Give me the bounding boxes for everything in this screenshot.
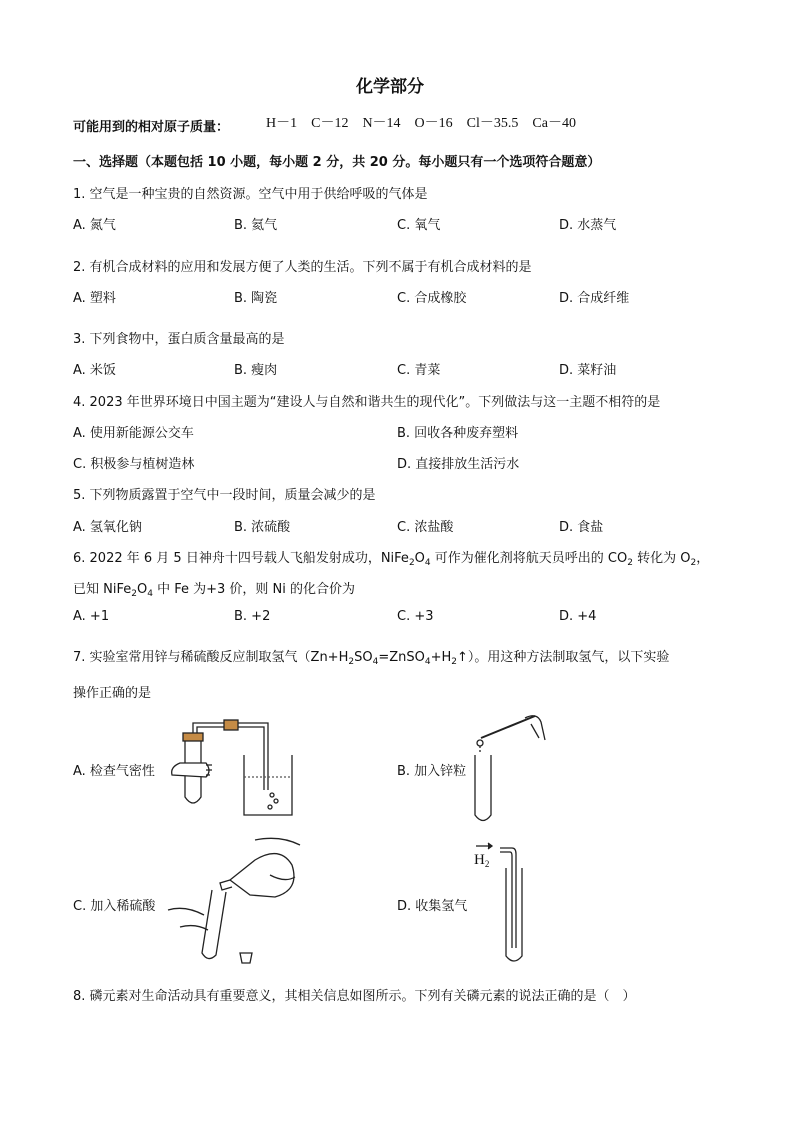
q4-option-c[interactable]: C. 积极参与植树造林 bbox=[73, 457, 195, 472]
q2-stem: 2. 有机合成材料的应用和发展方便了人类的生活。下列不属于有机合成材料的是 bbox=[73, 260, 532, 275]
q4-stem: 4. 2023 年世界环境日中国主题为“建设人与自然和谐共生的现代化”。下列做法与这一主题不相符的是 bbox=[73, 395, 661, 410]
airtightness-check-figure bbox=[160, 715, 300, 825]
q8-stem: 8. 磷元素对生命活动具有重要意义，其相关信息如图所示。下列有关磷元素的说法正确的是（ ） bbox=[73, 989, 636, 1004]
q3-option-a[interactable]: A. 米饭 bbox=[73, 363, 116, 378]
q7-stem-line1: 7. 实验室常用锌与稀硫酸反应制取氢气$(Zn+H_2SO_4=ZnSO_4+H_2↑)$。用这种方法制取氢气，以下实验 bbox=[73, 650, 670, 667]
q3-option-b[interactable]: B. 瘦肉 bbox=[234, 363, 278, 378]
q7-option-d[interactable]: D. 收集氢气 bbox=[397, 899, 468, 914]
q2-option-c[interactable]: C. 合成橡胶 bbox=[397, 291, 467, 306]
section-heading: 一、选择题（本题包括 10 小题，每小题 2 分，共 20 分。每小题只有一个选项符合题意） bbox=[73, 155, 601, 170]
q5-option-a[interactable]: A. 氢氧化钠 bbox=[73, 520, 142, 535]
q6-stem-line1: 6. 2022 年 6 月 5 日神舟十四号载人飞船发射成功，$NiFe_2O_4$ 可作为催化剂将航天员呼出的 $CO_2$ 转化为 $O_2$， bbox=[73, 551, 710, 568]
q5-stem: 5. 下列物质露置于空气中一段时间，质量会减少的是 bbox=[73, 488, 376, 503]
page-title: 化学部分 bbox=[356, 77, 424, 97]
q3-stem: 3. 下列食物中，蛋白质含量最高的是 bbox=[73, 332, 285, 347]
q5-option-c[interactable]: C. 浓盐酸 bbox=[397, 520, 454, 535]
q4-option-d[interactable]: D. 直接排放生活污水 bbox=[397, 457, 520, 472]
q3-option-d[interactable]: D. 菜籽油 bbox=[559, 363, 617, 378]
q4-option-b[interactable]: B. 回收各种废弃塑料 bbox=[397, 426, 519, 441]
q1-option-b[interactable]: B. 氦气 bbox=[234, 218, 278, 233]
q7-option-a[interactable]: A. 检查气密性 bbox=[73, 764, 155, 779]
q1-option-d[interactable]: D. 水蒸气 bbox=[559, 218, 617, 233]
q4-option-a[interactable]: A. 使用新能源公交车 bbox=[73, 426, 194, 441]
q2-option-d[interactable]: D. 合成纤维 bbox=[559, 291, 630, 306]
atomic-mass-values: H－1 C－12 N－14 O－16 Cl－35.5 Ca－40 bbox=[266, 116, 576, 131]
add-acid-figure bbox=[160, 835, 310, 970]
q6-stem-line2: 已知 $NiFe_2O_4$ 中 Fe 为+3 价，则 Ni 的化合价为 bbox=[73, 582, 355, 599]
q1-option-c[interactable]: C. 氧气 bbox=[397, 218, 441, 233]
q6-option-d[interactable]: D. +4 bbox=[559, 609, 597, 624]
q1-option-a[interactable]: A. 氮气 bbox=[73, 218, 116, 233]
q1-stem: 1. 空气是一种宝贵的自然资源。空气中用于供给呼吸的气体是 bbox=[73, 187, 428, 202]
add-zinc-figure bbox=[465, 710, 555, 825]
q5-option-d[interactable]: D. 食盐 bbox=[559, 520, 604, 535]
collect-hydrogen-figure bbox=[470, 838, 540, 968]
atomic-mass-label: 可能用到的相对原子质量： bbox=[73, 120, 230, 135]
q7-stem-line2: 操作正确的是 bbox=[73, 686, 152, 701]
h2-label: $H_2$ bbox=[474, 852, 490, 869]
q2-option-b[interactable]: B. 陶瓷 bbox=[234, 291, 278, 306]
q7-option-c[interactable]: C. 加入稀硫酸 bbox=[73, 899, 156, 914]
q7-option-b[interactable]: B. 加入锌粒 bbox=[397, 764, 467, 779]
q5-option-b[interactable]: B. 浓硫酸 bbox=[234, 520, 291, 535]
q6-option-c[interactable]: C. +3 bbox=[397, 609, 434, 624]
q2-option-a[interactable]: A. 塑料 bbox=[73, 291, 116, 306]
q6-option-a[interactable]: A. +1 bbox=[73, 609, 110, 624]
q6-option-b[interactable]: B. +2 bbox=[234, 609, 271, 624]
q3-option-c[interactable]: C. 青菜 bbox=[397, 363, 441, 378]
